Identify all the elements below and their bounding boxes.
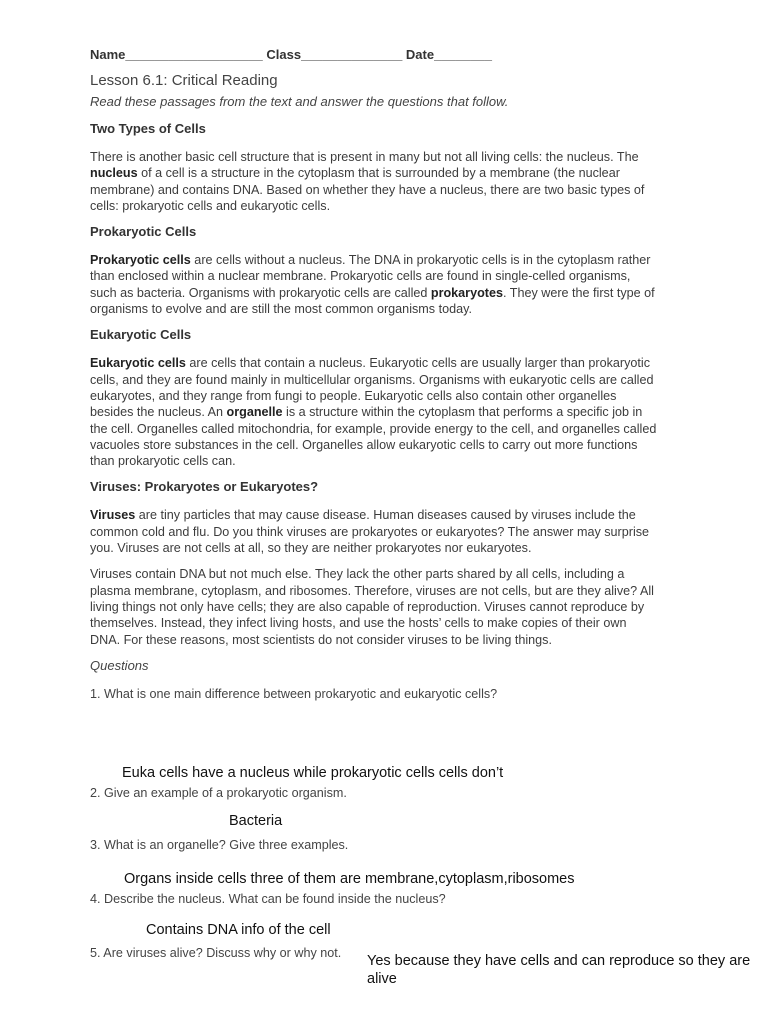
answer-2[interactable]: Bacteria (229, 813, 283, 829)
term-prokaryotic-cells: Prokaryotic cells (90, 253, 191, 268)
reading-passages (90, 121, 660, 702)
question-5: 5. Are viruses alive? Discuss why or why not. (90, 946, 342, 960)
answer-4[interactable]: Contains DNA info of the cell (146, 922, 331, 938)
heading-prokaryotic: Prokaryotic Cells (90, 224, 197, 240)
question-4: 4. Describe the nucleus. What can be found inside the nucleus? (90, 892, 446, 906)
paragraph-eukaryotic: Eukaryotic cells are cells that contain a nucleus. Eukaryotic cells are usually larger than prokaryotic cells, and they are found mainly in multicellular organisms. Organisms with eukaryotic cells are called eukaryotes, and they range from fungi to people. Eukaryotic cells also contain other organelles besides the nucleus. An organelle is a structure within the cytoplasm that performs a specific job in the cell. Organelles called mitochondria, for example, provide energy to the cell, and organelles called vacuoles store substances in the cell. Organelles allow eukaryotic cells to carry out more functions than prokaryotic cells can. (90, 356, 657, 469)
questions-heading: Questions (90, 657, 149, 673)
heading-eukaryotic: Eukaryotic Cells (90, 327, 192, 343)
question-1: 1. What is one main difference between prokaryotic and eukaryotic cells? (90, 686, 498, 701)
heading-viruses: Viruses: Prokaryotes or Eukaryotes? (90, 479, 319, 495)
term-prokaryotes: prokaryotes (430, 285, 503, 300)
paragraph-viruses-2: Viruses contain DNA but not much else. They lack the other parts shared by all cells, including a plasma membrane, cytoplasm, and ribosomes. Therefore, viruses are not cells, but are they alive? All living things not only have cells; they are also capable of reproduction. Viruses cannot reproduce by themselves. Instead, they infect living hosts, and use the hosts’ cells to make copies of their own DNA. For these reasons, most scientists do not consider viruses to be living things. (90, 567, 654, 647)
question-2: 2. Give an example of a prokaryotic organism. (90, 786, 347, 800)
lesson-title: Lesson 6.1: Critical Reading (90, 72, 278, 89)
question-3: 3. What is an organelle? Give three examples. (90, 838, 349, 852)
name-class-date-line: Name___________________ Class______________ Date________ (90, 47, 492, 62)
paragraph-viruses-1: Viruses are tiny particles that may cause disease. Human diseases caused by viruses include the common cold and flu. Do you think viruses are prokaryotes or eukaryotes? The answer may surprise you. Viruses are not cells at all, so they are neither prokaryotes nor eukaryotes. (90, 508, 650, 556)
term-organelle: organelle (226, 405, 283, 420)
heading-two-types: Two Types of Cells (90, 121, 206, 136)
term-eukaryotic-cells: Eukaryotic cells (90, 356, 186, 371)
term-viruses: Viruses (90, 508, 136, 523)
paragraph-prokaryotic: Prokaryotic cells are cells without a nucleus. The DNA in prokaryotic cells is in the cytoplasm rather than enclosed within a nuclear membrane. Prokaryotic cells are found in single-celled organisms, such as bacteria. Organisms with prokaryotic cells are called prokaryotes. They were the first type of organisms to evolve and are still the most common organisms today. (90, 253, 655, 317)
answer-3[interactable]: Organs inside cells three of them are membrane,cytoplasm,ribosomes (124, 871, 575, 887)
term-nucleus: nucleus (90, 166, 138, 181)
answer-1[interactable]: Euka cells have a nucleus while prokaryotic cells cells don’t (122, 765, 504, 781)
lesson-instructions: Read these passages from the text and answer the questions that follow. (90, 94, 509, 109)
paragraph-two-types: There is another basic cell structure that is present in many but not all living cells: the nucleus. The nucleus of a cell is a structure in the cytoplasm that is surrounded by a membrane (the nuclear membrane) and contains DNA. Based on whether they have a nucleus, there are two basic types of cells: prokaryotic cells and eukaryotic cells. (90, 150, 645, 213)
answer-5[interactable]: Yes because they have cells and can reproduce so they are alive (367, 953, 751, 987)
